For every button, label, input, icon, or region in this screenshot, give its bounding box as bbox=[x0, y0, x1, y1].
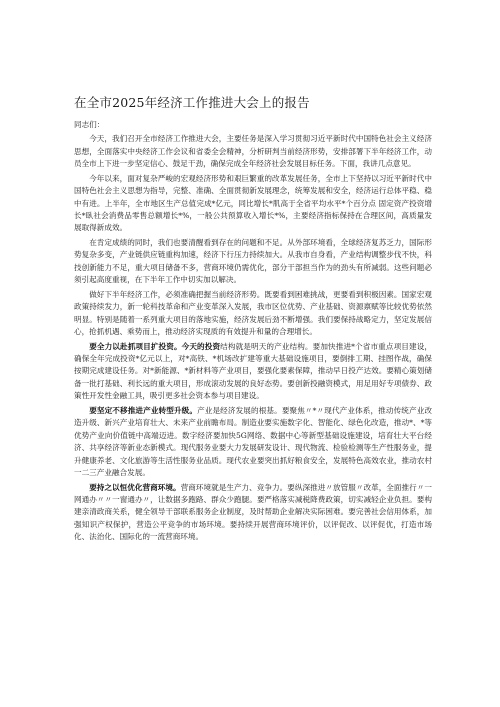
paragraph-lead: 要全力以赴抓项目扩投资。今天的投资 bbox=[89, 341, 221, 351]
paragraph-lead: 要坚定不移推进产业转型升级。 bbox=[89, 405, 198, 415]
paragraph bbox=[74, 405, 432, 479]
paragraph bbox=[74, 173, 432, 235]
paragraph bbox=[74, 133, 432, 170]
greeting: 同志们： bbox=[74, 120, 105, 129]
paragraph-text: 营商环境就是生产力、竞争力。要纵深推进〃放管服〃改革，全面推行〃一网通办〃〃一窗通办〃，让数据多跑路、群众少跑腿。要严格落实减税降费政策，切实减轻企业负担。要构建亲清政商关系，健全领导干部联系服务企业制度，及时帮助企业解决实际困难。要完善社会信用体系，加强知识产权保护，营造公平竞争的市场环境。要持续开展营商环境评价，以评促改、以评促优，打造市场化、法治化、国际化的一流营商环境。 bbox=[74, 482, 432, 542]
paragraph bbox=[74, 482, 432, 544]
paragraph-text: 结构就是明天的产业结构。要加快推进*个省市重点项目建设，确保全年完成投资*亿元以上，对*高铁、*机场改扩建等重大基础设施项目，要倒排工期、挂图作战，确保按期完成建设任务。对*新能源、*新材料等产业项目，要强化要素保障，推动早日投产达效。要精心策划储备一批打基础、利长远的重大项目，形成滚动发展的良好态势。要创新投融资模式，用足用好专项债券、政策性开发性金融工具，吸引更多社会资本参与项目建设。 bbox=[74, 341, 432, 401]
paragraph-text: 在肯定成绩的同时，我们也要清醒看到存在的问题和不足。从外部环境看，全球经济复苏乏力，国际形势复杂多变，产业链供应链重构加速，经济下行压力持续加大。从我市自身看，产业结构调整步伐不快，科技创新能力不足，重大项目储备不多，营商环境仍需优化，部分干部担当作为的劲头有所减弱。这些问题必须引起高度重视，在下半年工作中切实加以解决。 bbox=[74, 238, 432, 285]
paragraph-text: 今年以来，面对复杂严峻的宏观经济形势和艰巨繁重的改革发展任务，全市上下坚持以习近平新时代中国特色社会主义思想为指导，完整、准确、全面贯彻新发展理念，统筹发展和安全，经济运行总体平稳、稳中有进。上半年，全市地区生产总值完成*亿元，同比增长*肌高于全省平均水平*个百分点 固定资产投资增长*臥社会消费品零售总额增长*%，一般公共预算收入增长*%，主要经济指标保持在合理区间，高质量发展取得新成效。 bbox=[74, 173, 432, 233]
paragraph-text: 产业是经济发展的根基。要聚焦〃*〃现代产业体系，推动传统产业改造升级、新兴产业培育壮大、未来产业前瞻布局。制造业要实施数字化、智能化、绿色化改造，推动*、*等优势产业向价值链中高端迈进。数字经济要加快5G网络、数据中心等新型基础设施建设，培育壮大平台经济、共享经济等新业态新模式。现代服务业要大力发展研发设计、现代物流、检验检测等生产性服务业，提升健康养老、文化旅游等生活性服务业品质。现代农业要突出抓好粮食安全，发展特色高效农业，推动农村一二三产业融合发展。 bbox=[74, 405, 433, 477]
paragraph bbox=[74, 341, 432, 403]
paragraph-lead: 要持之以恒优化营商环境。 bbox=[89, 482, 181, 492]
paragraph-text: 今天，我们召开全市经济工作推进大会，主要任务是深入学习贯彻习近平新时代中国特色社会主义经济思想，全面落实中央经济工作会议和省委全会精神，分析研判当前经济形势，安排部署下半年经济工作，动员全市上下进一步坚定信心、鼓足干劲，确保完成全年经济社会发展目标任务。下面，我讲几点意见。 bbox=[74, 134, 432, 169]
paragraph bbox=[74, 237, 432, 287]
paragraph bbox=[74, 289, 432, 339]
document-title: 在全市2025年经济工作推进大会上的报告 bbox=[74, 95, 310, 110]
paragraph-text: 做好下半年经济工作，必须准确把握当前经济形势。既要看到困难挑战，更要看到积极因素。国家宏观政策持续发力，新一轮科技革命和产业变革深入发展，我市区位优势、产业基础、资源禀赋等比较优势依然明显。特别是随着一系列重大项目的落地实施，经济发展后劲不断增强。我们要保持战略定力，坚定发展信心，抢抓机遇、乘势而上，推动经济实现质的有效提升和量的合理增长。 bbox=[74, 289, 432, 337]
